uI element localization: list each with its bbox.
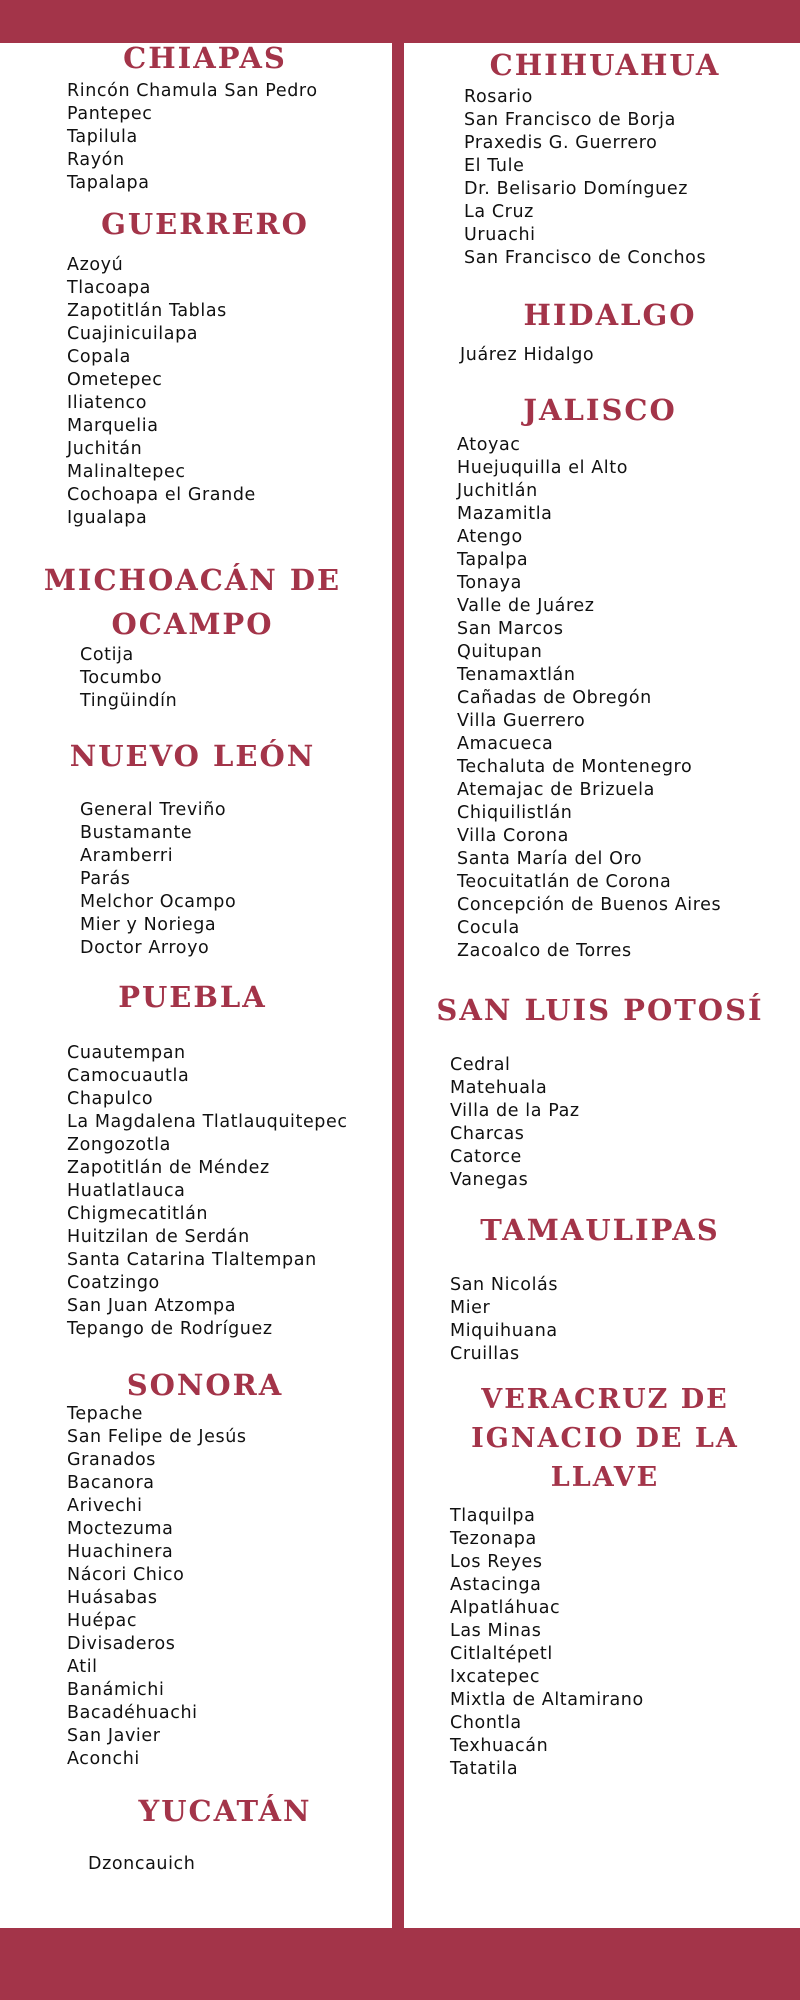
municipality-item: Bacadéhuachi (67, 1703, 198, 1723)
municipality-item: Citlaltépetl (450, 1644, 553, 1664)
municipality-item: Techaluta de Montenegro (457, 757, 693, 777)
municipality-item: Villa de la Paz (450, 1101, 580, 1121)
municipality-item: Huásabas (67, 1588, 158, 1608)
state-veracruz (415, 1380, 795, 1781)
municipality-list (420, 344, 800, 367)
municipality-item: Los Reyes (450, 1552, 543, 1572)
municipality-item: Bacanora (67, 1473, 155, 1493)
state-title: PUEBLA (118, 980, 267, 1014)
municipality-item: Chontla (450, 1713, 522, 1733)
state-title: SAN LUIS POTOSÍ (436, 993, 764, 1027)
municipality-item: San Juan Atzompa (67, 1296, 237, 1316)
municipality-item: Matehuala (450, 1078, 548, 1098)
municipality-item: Alpatláhuac (450, 1598, 561, 1618)
municipality-item: Chigmecatitlán (67, 1204, 209, 1224)
municipality-item: Juchitlán (457, 481, 538, 501)
municipality-item: Tepache (67, 1404, 143, 1424)
municipality-item: San Marcos (457, 619, 564, 639)
state-title: SONORA (126, 1368, 284, 1402)
state-title: NUEVO LEÓN (69, 739, 316, 773)
municipality-item: Ometepec (67, 370, 163, 390)
municipality-item: Atemajac de Brizuela (457, 780, 655, 800)
bottom-banner (0, 1928, 800, 2000)
municipality-item: Quitupan (457, 642, 543, 662)
municipality-list (420, 86, 790, 270)
municipality-item: Miquihuana (450, 1321, 558, 1341)
municipality-list (420, 1274, 780, 1366)
municipality-item: Ixcatepec (450, 1667, 541, 1687)
municipality-item: Aconchi (67, 1749, 140, 1769)
municipality-item: Tepango de Rodríguez (67, 1319, 273, 1339)
municipality-item: Zapotitlán de Méndez (67, 1158, 270, 1178)
state-san-luis-potosi (420, 988, 780, 1192)
municipality-item: Tatatila (450, 1759, 519, 1779)
municipality-item: Amacueca (457, 734, 554, 754)
municipality-list (415, 1505, 795, 1781)
municipality-item: Cuajinicuilapa (67, 324, 199, 344)
municipality-item: Parás (80, 869, 131, 889)
municipality-list (30, 80, 380, 195)
municipality-item: Melchor Ocampo (80, 892, 237, 912)
municipality-item: Zapotitlán Tablas (67, 301, 227, 321)
municipality-item: Tingüindín (80, 691, 178, 711)
municipality-item: San Javier (67, 1726, 161, 1746)
municipality-item: San Nicolás (450, 1275, 559, 1295)
municipality-item: Malinaltepec (67, 462, 186, 482)
municipality-item: Huejuquilla el Alto (457, 458, 629, 478)
municipality-item: Cedral (450, 1055, 511, 1075)
municipality-item: Banámichi (67, 1680, 165, 1700)
municipality-item: Tapalapa (67, 173, 150, 193)
municipality-item: Atoyac (457, 435, 521, 455)
municipality-item: Tocumbo (80, 668, 163, 688)
municipality-list (420, 1054, 780, 1192)
municipality-item: San Francisco de Borja (464, 110, 676, 130)
municipality-item: Tonaya (457, 573, 522, 593)
municipality-item: Camocuautla (67, 1066, 190, 1086)
municipality-item: Copala (67, 347, 131, 367)
municipality-item: La Cruz (464, 202, 534, 222)
municipality-item: Catorce (450, 1147, 522, 1167)
municipality-item: Aramberri (80, 846, 174, 866)
state-title: TAMAULIPAS (480, 1213, 720, 1247)
municipality-list (30, 254, 380, 530)
municipality-item: Tlaquilpa (450, 1506, 536, 1526)
municipality-item: Cochoapa el Grande (67, 485, 256, 505)
municipality-item: La Magdalena Tlatlauquitepec (67, 1112, 348, 1132)
state-hidalgo (420, 293, 800, 367)
municipality-item: Dzoncauich (88, 1854, 196, 1874)
municipality-list (30, 644, 355, 713)
state-title: CHIHUAHUA (489, 48, 721, 82)
state-chihuahua (420, 43, 790, 270)
municipality-item: Cotija (80, 645, 134, 665)
municipality-item: Tenamaxtlán (457, 665, 576, 685)
municipality-item: Mier (450, 1298, 491, 1318)
municipality-item: Mazamitla (457, 504, 553, 524)
municipality-item: Divisaderos (67, 1634, 176, 1654)
municipality-item: Texhuacán (450, 1736, 549, 1756)
municipality-item: Huépac (67, 1611, 138, 1631)
state-yucatan (55, 1789, 395, 1876)
municipality-item: Charcas (450, 1124, 525, 1144)
municipality-item: Bustamante (80, 823, 193, 843)
municipality-item: Valle de Juárez (457, 596, 595, 616)
municipality-item: Zacoalco de Torres (457, 941, 632, 961)
municipality-item: Doctor Arroyo (80, 938, 210, 958)
municipality-item: Huitzilan de Serdán (67, 1227, 250, 1247)
state-title: GUERRERO (101, 207, 309, 241)
municipality-item: Santa Catarina Tlaltempan (67, 1250, 317, 1270)
municipality-item: Granados (67, 1450, 157, 1470)
municipality-item: Tapilula (67, 127, 138, 147)
municipality-item: Villa Guerrero (457, 711, 586, 731)
municipality-item: Rincón Chamula San Pedro (67, 81, 318, 101)
municipality-item: Atil (67, 1657, 98, 1677)
municipality-list (30, 1403, 380, 1771)
municipality-item: Chapulco (67, 1089, 154, 1109)
state-jalisco (420, 388, 780, 963)
municipality-item: Rayón (67, 150, 125, 170)
municipality-item: Huatlatlauca (67, 1181, 186, 1201)
state-tamaulipas (420, 1208, 780, 1366)
municipality-list (420, 434, 780, 963)
municipality-item: Astacinga (450, 1575, 542, 1595)
municipality-item: Mier y Noriega (80, 915, 217, 935)
municipality-item: Rosario (464, 87, 533, 107)
state-nuevo-leon (30, 734, 355, 960)
state-title: YUCATÁN (138, 1794, 312, 1828)
municipality-item: Igualapa (67, 508, 148, 528)
municipality-item: Chiquilistlán (457, 803, 573, 823)
municipality-list (30, 799, 355, 960)
municipality-item: Zongozotla (67, 1135, 171, 1155)
state-puebla (30, 975, 355, 1341)
municipality-item: Mixtla de Altamirano (450, 1690, 644, 1710)
municipality-list (30, 1042, 355, 1341)
municipality-item: Tezonapa (450, 1529, 537, 1549)
state-title: HIDALGO (523, 298, 697, 332)
municipality-item: Iliatenco (67, 393, 148, 413)
state-title: CHIAPAS (123, 41, 287, 75)
municipality-item: Tapalpa (457, 550, 529, 570)
municipality-item: Cuautempan (67, 1043, 186, 1063)
municipality-item: Dr. Belisario Domínguez (464, 179, 688, 199)
municipality-item: El Tule (464, 156, 525, 176)
municipality-item: Concepción de Buenos Aires (457, 895, 722, 915)
state-sonora (30, 1363, 380, 1771)
municipality-item: Coatzingo (67, 1273, 160, 1293)
state-title: MICHOACÁN DE OCAMPO (43, 563, 342, 641)
municipality-item: Juchitán (67, 439, 143, 459)
state-guerrero (30, 202, 380, 530)
column-divider (392, 43, 404, 1928)
municipality-item: Arivechi (67, 1496, 143, 1516)
municipality-item: Las Minas (450, 1621, 542, 1641)
municipality-item: Moctezuma (67, 1519, 174, 1539)
municipality-item: Huachinera (67, 1542, 174, 1562)
municipality-item: Marquelia (67, 416, 159, 436)
municipality-item: Vanegas (450, 1170, 529, 1190)
municipality-item: Nácori Chico (67, 1565, 185, 1585)
municipality-item: San Felipe de Jesús (67, 1427, 247, 1447)
state-title: JALISCO (523, 393, 677, 427)
municipality-item: General Treviño (80, 800, 227, 820)
municipality-item: San Francisco de Conchos (464, 248, 707, 268)
state-title: VERACRUZ DE IGNACIO DE LA LLAVE (471, 1384, 739, 1493)
municipality-list (55, 1853, 395, 1876)
municipality-item: Azoyú (67, 255, 124, 275)
municipality-item: Atengo (457, 527, 523, 547)
municipality-item: Cocula (457, 918, 520, 938)
state-chiapas (30, 36, 380, 195)
municipality-item: Cruillas (450, 1344, 520, 1364)
municipality-item: Cañadas de Obregón (457, 688, 652, 708)
state-michoacan (30, 558, 355, 713)
municipality-item: Uruachi (464, 225, 536, 245)
municipality-item: Praxedis G. Guerrero (464, 133, 658, 153)
municipality-item: Pantepec (67, 104, 153, 124)
municipality-item: Santa María del Oro (457, 849, 643, 869)
municipality-item: Tlacoapa (67, 278, 151, 298)
municipality-item: Juárez Hidalgo (460, 345, 595, 365)
municipality-item: Teocuitatlán de Corona (457, 872, 672, 892)
municipality-item: Villa Corona (457, 826, 569, 846)
